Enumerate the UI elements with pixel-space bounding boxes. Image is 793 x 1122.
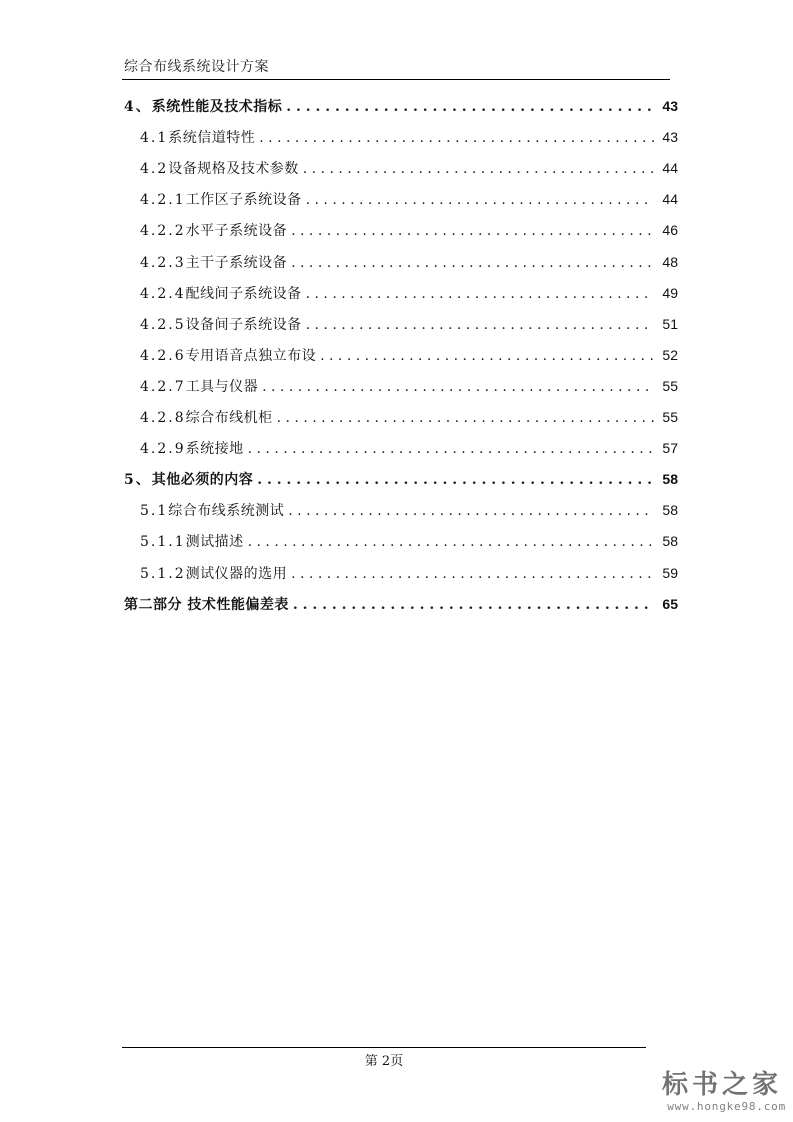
- toc-dot-leader: [248, 534, 654, 550]
- toc-entry-page: 44: [662, 191, 678, 208]
- toc-entry[interactable]: [140, 158, 678, 182]
- toc-dot-leader: [259, 130, 654, 146]
- toc-entry-number: 4.1: [140, 130, 169, 147]
- toc-dot-leader: [293, 597, 654, 613]
- toc-entry-number: 4.2.4: [140, 285, 186, 302]
- toc-entry-number: 4.2.9: [140, 441, 186, 458]
- toc-entry-label: 主干子系统设备: [185, 254, 288, 271]
- toc-entry-page: 58: [662, 533, 678, 550]
- toc-dot-leader: [291, 255, 654, 271]
- toc-entry-number: 4、: [124, 99, 152, 115]
- toc-entry[interactable]: [124, 96, 678, 120]
- toc-entry[interactable]: [140, 189, 678, 213]
- toc-dot-leader: [288, 503, 654, 519]
- toc-entry-page: 58: [662, 471, 678, 488]
- toc-entry[interactable]: [140, 563, 678, 587]
- toc-entry[interactable]: [140, 127, 678, 151]
- toc-entry[interactable]: [140, 220, 678, 244]
- toc-entry-number: 4.2.6: [140, 347, 186, 364]
- toc-entry-page: 49: [662, 284, 678, 301]
- toc-entry-number: 5.1.1: [140, 534, 186, 551]
- toc-entry-number: 5.1.2: [140, 565, 186, 582]
- watermark-logo: [636, 1062, 786, 1118]
- toc-entry[interactable]: [140, 283, 678, 307]
- header-rule: [122, 79, 670, 80]
- page-header-title: 综合布线系统设计方案: [124, 59, 269, 75]
- toc-entry-label: 水平子系统设备: [185, 223, 288, 240]
- toc-entry-label: 测试仪器的选用: [185, 565, 288, 582]
- toc-dot-leader: [291, 566, 654, 582]
- toc-entry-label: 综合布线机柜: [185, 410, 273, 426]
- toc-entry-page: 51: [662, 315, 678, 332]
- toc-entry-label: 设备规格及技术参数: [168, 161, 299, 178]
- toc-entry[interactable]: [140, 438, 678, 462]
- toc-dot-leader: [286, 99, 654, 115]
- toc-dot-leader: [262, 379, 654, 395]
- toc-entry-page: 65: [662, 595, 678, 612]
- toc-entry-number: 4.2.3: [140, 254, 186, 271]
- toc-entry-page: 58: [662, 502, 678, 519]
- toc-entry-number: 4.2: [140, 161, 169, 178]
- toc-entry-label: 专用语音点独立布设: [185, 347, 317, 364]
- toc-dot-leader: [257, 472, 654, 488]
- toc-entry-label: 综合布线系统测试: [168, 503, 285, 520]
- toc-entry-label: 系统接地: [185, 441, 244, 458]
- toc-entry-number: 4.2.7: [140, 378, 186, 395]
- toc-entry-label: 设备间子系统设备: [185, 316, 302, 333]
- toc-entry[interactable]: [140, 376, 678, 400]
- toc-entry-page: 57: [662, 440, 678, 457]
- watermark-title: 标书之家: [662, 1070, 783, 1100]
- toc-entry-page: 44: [662, 160, 678, 177]
- toc-dot-leader: [303, 161, 654, 177]
- toc-entry-page: 55: [662, 377, 678, 394]
- toc-entry[interactable]: [124, 594, 678, 618]
- footer-page-number: 第 2页: [364, 1054, 404, 1069]
- toc-entry-label: 系统信道特性: [168, 130, 256, 147]
- toc-dot-leader: [291, 223, 654, 239]
- toc-entry-page: 43: [662, 129, 678, 146]
- toc-dot-leader: [277, 410, 654, 426]
- toc-entry-number: 5、: [124, 472, 152, 489]
- toc-entry-page: 48: [662, 253, 678, 270]
- toc-dot-leader: [306, 192, 654, 208]
- toc-entry[interactable]: [124, 469, 678, 493]
- toc-entry-number: 4.2.5: [140, 316, 186, 333]
- toc-dot-leader: [306, 286, 654, 302]
- toc-entry-label: 第二部分 技术性能偏差表: [124, 596, 289, 613]
- toc-dot-leader: [248, 441, 654, 457]
- footer-rule: [122, 1047, 646, 1048]
- toc-dot-leader: [306, 317, 654, 333]
- toc-entry-label: 测试描述: [185, 534, 244, 551]
- toc-entry[interactable]: [140, 314, 678, 338]
- toc-entry[interactable]: [140, 407, 678, 431]
- toc-entry-page: 52: [662, 346, 678, 363]
- toc-entry-label: 工作区子系统设备: [185, 192, 302, 209]
- toc-entry-number: 4.2.1: [140, 192, 186, 209]
- toc-entry-number: 4.2.2: [140, 223, 186, 240]
- toc-entry-number: 5.1: [140, 503, 169, 520]
- toc-dot-leader: [320, 348, 654, 364]
- toc-entry[interactable]: [140, 345, 678, 369]
- toc-entry-page: 43: [662, 98, 678, 114]
- toc-entry-number: 4.2.8: [140, 410, 186, 426]
- toc-entry-label: 系统性能及技术指标: [151, 99, 283, 115]
- toc-entry[interactable]: [140, 531, 678, 555]
- toc-entry-page: 55: [662, 409, 678, 425]
- toc-entry-label: 工具与仪器: [185, 378, 259, 395]
- toc-entry-page: 46: [662, 222, 678, 239]
- toc-entry[interactable]: [140, 500, 678, 524]
- watermark-url: www.hongke98.com: [667, 1100, 786, 1113]
- toc-entry-label: 配线间子系统设备: [185, 285, 302, 302]
- toc-entry-page: 59: [662, 564, 678, 581]
- toc-entry[interactable]: [140, 252, 678, 276]
- toc-entry-label: 其他必须的内容: [151, 472, 254, 489]
